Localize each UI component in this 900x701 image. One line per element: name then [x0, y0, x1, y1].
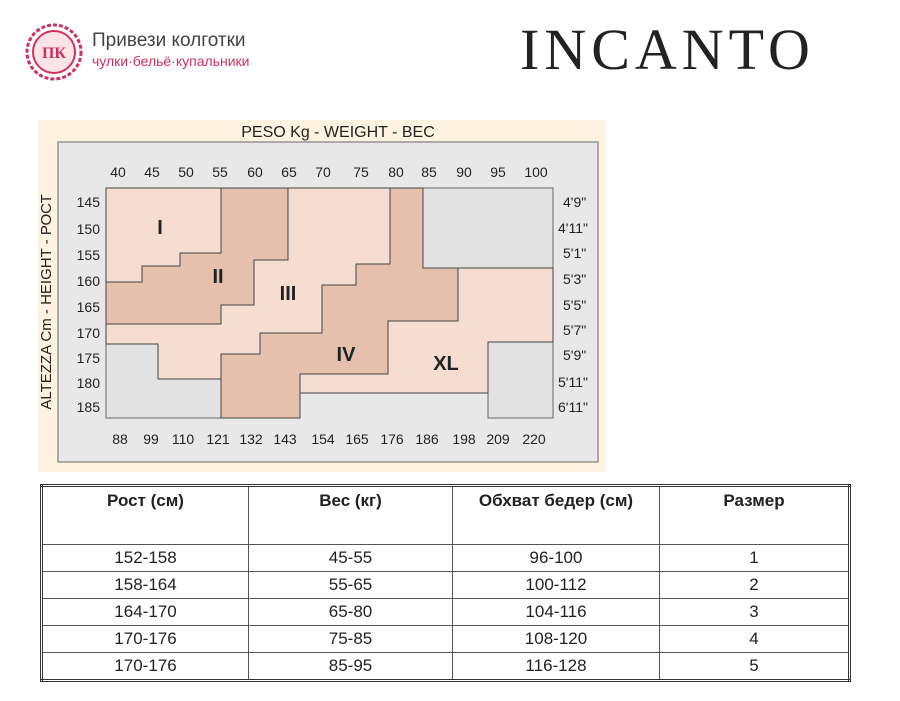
size-label: I: [157, 217, 163, 239]
brand-tagline: чулки·бельё·купальники: [92, 53, 250, 69]
brand-logo-icon: [24, 22, 84, 82]
table-cell: 65-80: [249, 599, 453, 626]
table-cell: 170-176: [42, 626, 249, 653]
table-cell: 75-85: [249, 626, 453, 653]
tick-label-left: 165: [76, 299, 100, 315]
tick-label-right: 5'5": [563, 297, 587, 313]
table-header: Вес (кг): [249, 486, 453, 545]
tick-label-bottom: 143: [273, 431, 297, 447]
tick-label-left: 185: [76, 399, 100, 415]
size-label: II: [212, 266, 224, 288]
tick-label-right: 4'11": [558, 220, 588, 236]
tick-label-top: 70: [315, 164, 331, 180]
table-row: [42, 626, 850, 653]
tick-label-top: 45: [144, 164, 160, 180]
size-table: [40, 484, 851, 682]
tick-label-top: 75: [353, 164, 369, 180]
tick-label-bottom: 186: [415, 431, 439, 447]
table-cell: 85-95: [249, 653, 453, 681]
tick-label-left: 170: [76, 325, 100, 341]
tick-label-bottom: 154: [311, 431, 335, 447]
tick-label-left: 180: [76, 375, 100, 391]
tick-label-left: 160: [76, 273, 100, 289]
page-title: INCANTO: [520, 17, 815, 82]
tick-label-top: 65: [281, 164, 297, 180]
tick-label-bottom: 88: [112, 431, 128, 447]
tick-label-left: 145: [76, 194, 100, 210]
table-cell: 152-158: [42, 545, 249, 572]
tick-label-bottom: 209: [486, 431, 510, 447]
tick-label-bottom: 176: [380, 431, 404, 447]
size-chart: [38, 120, 606, 472]
table-row: [42, 653, 850, 681]
tick-label-bottom: 198: [452, 431, 476, 447]
size-label: III: [279, 283, 297, 305]
table-row: [42, 545, 850, 572]
logo-text: ПК: [41, 45, 67, 62]
tick-label-top: 80: [388, 164, 404, 180]
tick-label-top: 60: [247, 164, 263, 180]
table-cell: 170-176: [42, 653, 249, 681]
table-cell: 45-55: [249, 545, 453, 572]
tick-label-top: 85: [421, 164, 437, 180]
table-cell: 164-170: [42, 599, 249, 626]
table-cell: 3: [660, 599, 850, 626]
tick-label-top: 50: [178, 164, 194, 180]
tick-label-top: 90: [456, 164, 472, 180]
table-row: [42, 572, 850, 599]
tick-label-bottom: 165: [345, 431, 369, 447]
table-cell: 1: [660, 545, 850, 572]
table-cell: 104-116: [453, 599, 660, 626]
tick-label-right: 6'11": [558, 399, 588, 415]
tick-label-bottom: 99: [143, 431, 159, 447]
chart-ylabel: ALTEZZA Cm - HEIGHT - РОСТ: [38, 194, 55, 410]
size-label: XL: [433, 353, 459, 375]
tick-label-right: 5'7": [563, 322, 587, 338]
table-cell: 2: [660, 572, 850, 599]
tick-label-top: 55: [212, 164, 228, 180]
tick-label-left: 150: [76, 221, 100, 237]
table-cell: 100-112: [453, 572, 660, 599]
table-row: [42, 599, 850, 626]
size-label: IV: [336, 344, 356, 366]
tick-label-right: 5'1": [563, 245, 587, 261]
tick-label-right: 5'9": [563, 347, 587, 363]
tick-label-bottom: 121: [206, 431, 230, 447]
tick-label-bottom: 132: [239, 431, 263, 447]
table-header: Обхват бедер (см): [453, 486, 660, 545]
table-cell: 116-128: [453, 653, 660, 681]
tick-label-right: 5'11": [558, 374, 588, 390]
chart-title: PESO Kg - WEIGHT - ВЕС: [241, 124, 435, 141]
table-cell: 4: [660, 626, 850, 653]
table-header: Рост (см): [42, 486, 249, 545]
table-cell: 55-65: [249, 572, 453, 599]
tick-label-bottom: 220: [522, 431, 546, 447]
table-header-row: [42, 486, 850, 545]
table-cell: 108-120: [453, 626, 660, 653]
table-cell: 5: [660, 653, 850, 681]
excluded-zone: [423, 188, 553, 268]
table-cell: 96-100: [453, 545, 660, 572]
excluded-zone: [488, 342, 553, 418]
tick-label-top: 100: [524, 164, 548, 180]
tick-label-right: 4'9": [563, 194, 587, 210]
brand-name: Привези колготки: [92, 30, 246, 51]
table-header: Размер: [660, 486, 850, 545]
tick-label-top: 40: [110, 164, 126, 180]
table-cell: 158-164: [42, 572, 249, 599]
tick-label-top: 95: [490, 164, 506, 180]
tick-label-right: 5'3": [563, 271, 587, 287]
tick-label-left: 155: [76, 247, 100, 263]
tick-label-bottom: 110: [171, 431, 195, 447]
tick-label-left: 175: [76, 350, 100, 366]
